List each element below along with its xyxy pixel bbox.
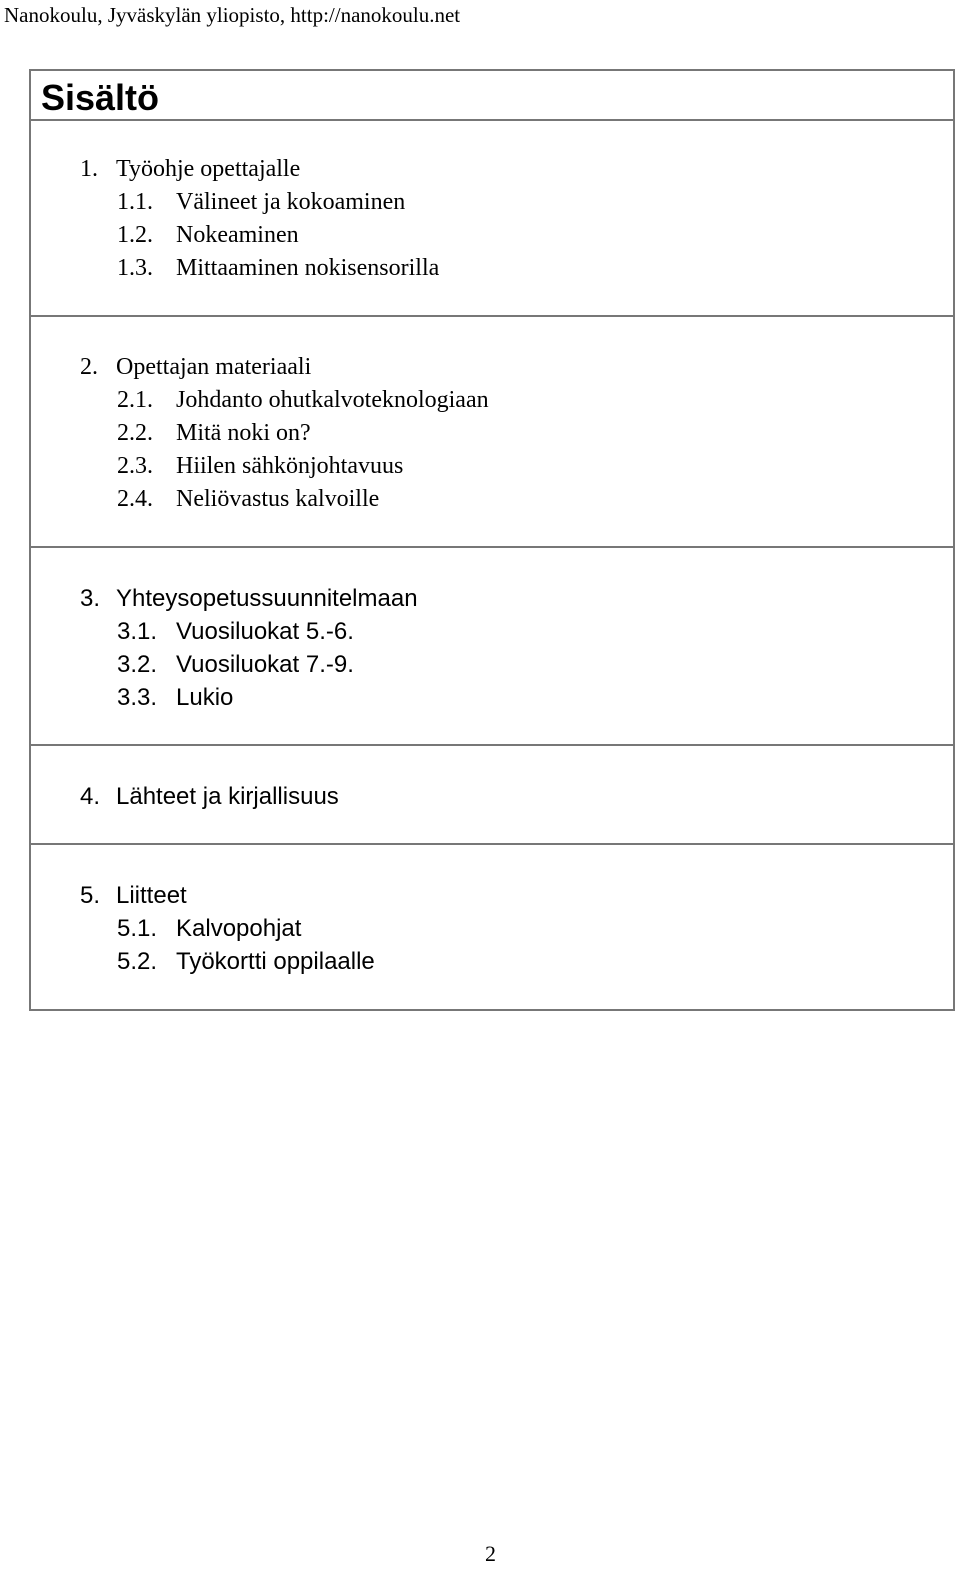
toc-section-5 bbox=[31, 845, 953, 1009]
toc-entry-3[interactable]: 3. Yhteysopetussuunnitelmaan bbox=[80, 585, 418, 612]
toc-entry-3-1[interactable]: 3.1. Vuosiluokat 5.-6. bbox=[117, 618, 354, 645]
toc-section-1 bbox=[31, 121, 953, 317]
toc-title-cell bbox=[31, 71, 953, 121]
toc-entry-4[interactable]: 4. Lähteet ja kirjallisuus bbox=[80, 783, 339, 810]
page-number: 2 bbox=[485, 1541, 496, 1566]
toc-entry-3-2[interactable]: 3.2. Vuosiluokat 7.-9. bbox=[117, 651, 354, 678]
toc-entry-1-2[interactable]: 1.2. Nokeaminen bbox=[117, 222, 299, 248]
toc-section-3 bbox=[31, 548, 953, 746]
toc-entry-3-3[interactable]: 3.3. Lukio bbox=[117, 684, 234, 711]
toc-entry-1-3[interactable]: 1.3. Mittaaminen nokisensorilla bbox=[117, 255, 440, 281]
toc-entry-2-4[interactable]: 2.4. Neliövastus kalvoille bbox=[117, 486, 380, 512]
toc-section-4 bbox=[31, 746, 953, 845]
toc-entry-2-3[interactable]: 2.3. Hiilen sähkönjohtavuus bbox=[117, 453, 404, 479]
toc-entry-2-1[interactable]: 2.1. Johdanto ohutkalvoteknologiaan bbox=[117, 387, 489, 413]
toc-title: Sisältö bbox=[41, 77, 160, 118]
toc-entry-1-1[interactable]: 1.1. Välineet ja kokoaminen bbox=[117, 189, 406, 215]
toc-entry-5-2[interactable]: 5.2. Työkortti oppilaalle bbox=[117, 948, 375, 975]
running-header: Nanokoulu, Jyväskylän yliopisto, http://nanokoulu.net bbox=[4, 3, 461, 27]
toc-entry-2-2[interactable]: 2.2. Mitä noki on? bbox=[117, 420, 311, 446]
toc-entry-5-1[interactable]: 5.1. Kalvopohjat bbox=[117, 915, 302, 942]
toc-entry-5[interactable]: 5. Liitteet bbox=[80, 882, 187, 909]
toc-entry-1[interactable]: 1. Työohje opettajalle bbox=[80, 156, 301, 182]
toc-section-2 bbox=[31, 317, 953, 548]
toc-entry-2[interactable]: 2. Opettajan materiaali bbox=[80, 354, 312, 380]
table-of-contents bbox=[29, 69, 955, 1011]
